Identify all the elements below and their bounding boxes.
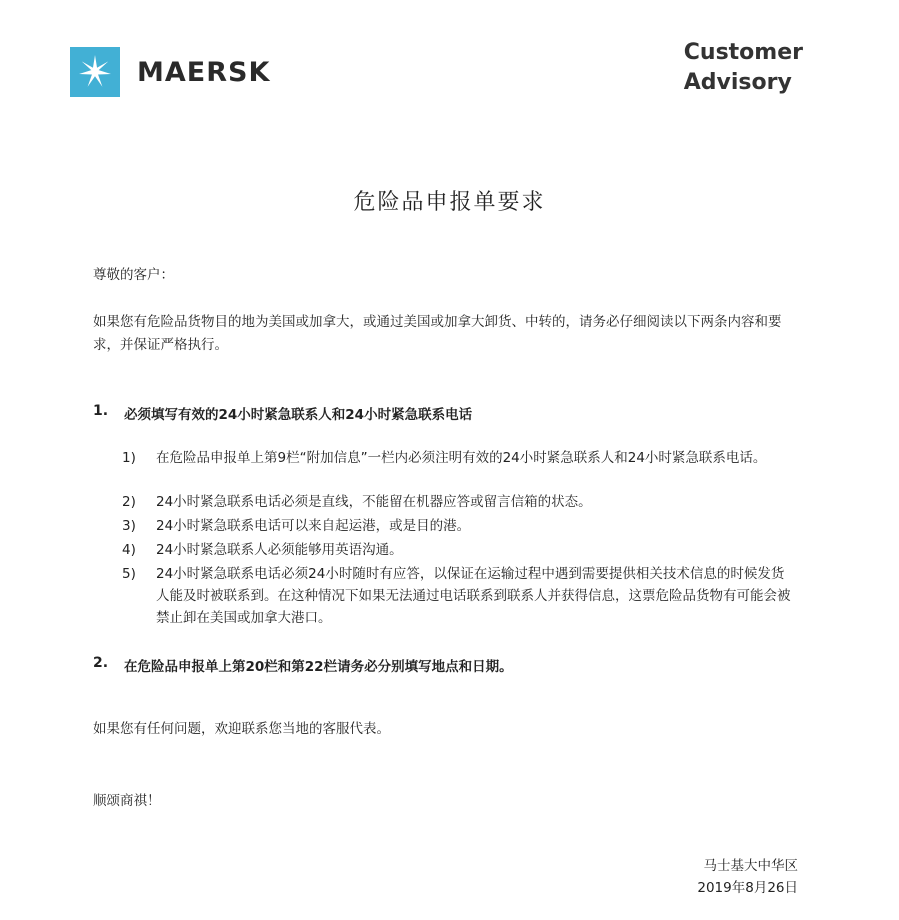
advisory-line-1: Customer [683, 40, 803, 65]
list-item [122, 539, 796, 561]
customer-advisory-label [684, 38, 803, 98]
document-title: 危险品申报单要求 [353, 190, 546, 215]
list-item [122, 515, 796, 537]
list-item-number: 4) [122, 542, 136, 558]
signature-date: 2019年8月26日 [697, 880, 798, 896]
intro-paragraph: 如果您有危险品货物目的地为美国或加拿大，或通过美国或加拿大卸货、中转的，请务必仔细阅读以下两条内容和要求，并保证严格执行。 [93, 314, 782, 353]
section-2-number: 2. [93, 655, 109, 671]
signature-org: 马士基大中华区 [703, 858, 798, 874]
closing-line: 顺颂商祺！ [93, 793, 161, 809]
list-item-text: 24小时紧急联系电话必须24小时随时有应答，以保证在运输过程中遇到需要提供相关技术信息的时候发货人能及时被联系到。在这种情况下如果无法通过电话联系到联系人并获得信息，这票危险品货物有可能会被禁止卸在美国或加拿大港口。 [156, 566, 791, 626]
list-item-number: 3) [122, 518, 136, 534]
salutation: 尊敬的客户： [93, 267, 174, 283]
list-item [122, 563, 796, 629]
list-item-text: 在危险品申报单上第9栏“附加信息”一栏内必须注明有效的24小时紧急联系人和24小时紧急联系电话。 [156, 450, 767, 466]
list-item-number: 5) [122, 566, 136, 582]
section-2-heading: 在危险品申报单上第20栏和第22栏请务必分别填写地点和日期。 [124, 659, 513, 675]
signature-block [697, 855, 798, 899]
list-item-number: 1) [122, 450, 136, 466]
maersk-logo [70, 47, 270, 97]
list-item-text: 24小时紧急联系人必须能够用英语沟通。 [156, 542, 403, 558]
advisory-line-2: Advisory [683, 70, 792, 95]
list-item-number: 2) [122, 494, 136, 510]
maersk-star-icon [70, 47, 120, 97]
section-1-number: 1. [93, 403, 109, 419]
contact-paragraph: 如果您有任何问题，欢迎联系您当地的客服代表。 [93, 721, 390, 737]
list-item [122, 491, 796, 513]
logo-wordmark: MAERSK [137, 56, 271, 88]
list-item-text: 24小时紧急联系电话必须是直线，不能留在机器应答或留言信箱的状态。 [156, 494, 592, 510]
section-1-heading: 必须填写有效的24小时紧急联系人和24小时紧急联系电话 [124, 407, 473, 423]
list-item-text: 24小时紧急联系电话可以来自起运港，或是目的港。 [156, 518, 471, 534]
list-item [122, 447, 796, 469]
